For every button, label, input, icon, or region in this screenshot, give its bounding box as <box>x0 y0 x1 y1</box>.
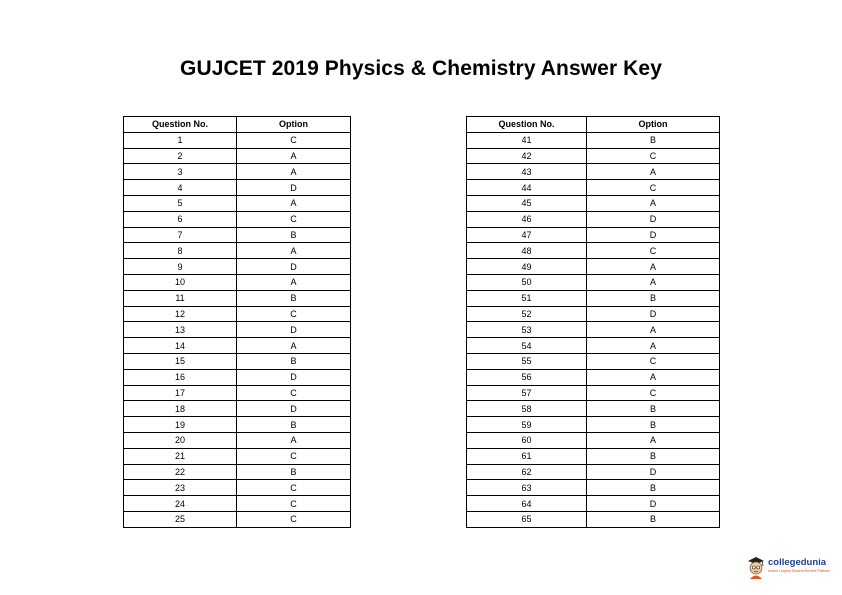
question-number-cell: 6 <box>124 211 237 227</box>
table-row <box>124 322 351 338</box>
table-row <box>467 259 720 275</box>
question-number-cell: 14 <box>124 338 237 354</box>
question-number-cell: 23 <box>124 480 237 496</box>
question-number-cell: 9 <box>124 259 237 275</box>
question-number-cell: 49 <box>467 259 587 275</box>
option-cell: C <box>587 148 720 164</box>
table-row <box>124 401 351 417</box>
option-cell: C <box>237 448 351 464</box>
option-cell: D <box>237 322 351 338</box>
table-row <box>124 164 351 180</box>
question-number-cell: 52 <box>467 306 587 322</box>
question-number-cell: 46 <box>467 211 587 227</box>
question-number-cell: 58 <box>467 401 587 417</box>
table-row <box>124 274 351 290</box>
table-row <box>467 448 720 464</box>
option-header: Option <box>587 117 720 133</box>
table-row <box>124 448 351 464</box>
option-header: Option <box>237 117 351 133</box>
question-number-cell: 48 <box>467 243 587 259</box>
table-row <box>124 243 351 259</box>
table-row <box>467 180 720 196</box>
table-row <box>467 132 720 148</box>
table-row <box>124 385 351 401</box>
table-row <box>124 290 351 306</box>
question-number-cell: 2 <box>124 148 237 164</box>
option-cell: B <box>237 464 351 480</box>
question-number-cell: 3 <box>124 164 237 180</box>
question-number-cell: 50 <box>467 274 587 290</box>
option-cell: D <box>237 369 351 385</box>
option-cell: C <box>587 385 720 401</box>
table-row <box>467 227 720 243</box>
table-row <box>124 148 351 164</box>
question-number-cell: 20 <box>124 432 237 448</box>
table-row <box>124 195 351 211</box>
question-number-cell: 22 <box>124 464 237 480</box>
table-row <box>467 164 720 180</box>
table-row <box>124 369 351 385</box>
option-cell: C <box>587 353 720 369</box>
question-number-cell: 4 <box>124 180 237 196</box>
table-row <box>124 180 351 196</box>
table-row <box>467 432 720 448</box>
question-number-cell: 65 <box>467 511 587 527</box>
option-cell: A <box>587 322 720 338</box>
option-cell: C <box>237 480 351 496</box>
question-no-header: Question No. <box>124 117 237 133</box>
question-number-cell: 13 <box>124 322 237 338</box>
mascot-logo-icon <box>745 555 767 579</box>
option-cell: C <box>587 180 720 196</box>
option-cell: C <box>237 385 351 401</box>
option-cell: A <box>587 259 720 275</box>
option-cell: C <box>237 306 351 322</box>
question-number-cell: 25 <box>124 511 237 527</box>
option-cell: B <box>237 417 351 433</box>
question-number-cell: 63 <box>467 480 587 496</box>
question-number-cell: 59 <box>467 417 587 433</box>
option-cell: B <box>587 290 720 306</box>
table-row <box>467 274 720 290</box>
option-cell: A <box>237 243 351 259</box>
table-row <box>467 385 720 401</box>
question-number-cell: 15 <box>124 353 237 369</box>
option-cell: D <box>237 401 351 417</box>
option-cell: C <box>237 132 351 148</box>
option-cell: D <box>587 496 720 512</box>
question-number-cell: 11 <box>124 290 237 306</box>
question-number-cell: 45 <box>467 195 587 211</box>
option-cell: B <box>587 511 720 527</box>
question-number-cell: 8 <box>124 243 237 259</box>
question-number-cell: 16 <box>124 369 237 385</box>
table-row <box>124 211 351 227</box>
table-row <box>124 496 351 512</box>
question-number-cell: 1 <box>124 132 237 148</box>
question-number-cell: 19 <box>124 417 237 433</box>
table-row <box>467 148 720 164</box>
table-row <box>467 496 720 512</box>
collegedunia-logo <box>745 555 835 579</box>
question-number-cell: 5 <box>124 195 237 211</box>
table-row <box>124 511 351 527</box>
table-row <box>467 401 720 417</box>
table-row <box>467 306 720 322</box>
question-number-cell: 42 <box>467 148 587 164</box>
option-cell: A <box>587 369 720 385</box>
option-cell: B <box>237 290 351 306</box>
question-number-cell: 53 <box>467 322 587 338</box>
question-no-header: Question No. <box>467 117 587 133</box>
table-row <box>467 322 720 338</box>
option-cell: D <box>587 211 720 227</box>
logo-wordmark: collegedunia <box>768 557 827 568</box>
option-cell: B <box>587 417 720 433</box>
table-row <box>467 480 720 496</box>
question-number-cell: 62 <box>467 464 587 480</box>
table-row <box>467 211 720 227</box>
table-row <box>124 417 351 433</box>
question-number-cell: 64 <box>467 496 587 512</box>
option-cell: C <box>237 211 351 227</box>
table-row <box>467 338 720 354</box>
option-cell: C <box>587 243 720 259</box>
table-row <box>124 432 351 448</box>
question-number-cell: 44 <box>467 180 587 196</box>
answer-key-table-right <box>466 116 720 528</box>
question-number-cell: 54 <box>467 338 587 354</box>
question-number-cell: 41 <box>467 132 587 148</box>
option-cell: A <box>587 195 720 211</box>
option-cell: A <box>587 432 720 448</box>
table-row <box>124 306 351 322</box>
option-cell: C <box>237 496 351 512</box>
table-row <box>124 464 351 480</box>
question-number-cell: 57 <box>467 385 587 401</box>
option-cell: A <box>237 164 351 180</box>
option-cell: A <box>587 164 720 180</box>
option-cell: B <box>237 227 351 243</box>
option-cell: A <box>237 432 351 448</box>
question-number-cell: 18 <box>124 401 237 417</box>
question-number-cell: 24 <box>124 496 237 512</box>
table-row <box>467 243 720 259</box>
option-cell: C <box>237 511 351 527</box>
table-row <box>467 464 720 480</box>
question-number-cell: 12 <box>124 306 237 322</box>
table-row <box>124 480 351 496</box>
table-row <box>467 195 720 211</box>
table-row <box>467 353 720 369</box>
option-cell: D <box>587 464 720 480</box>
option-cell: B <box>587 480 720 496</box>
option-cell: B <box>587 401 720 417</box>
option-cell: B <box>587 132 720 148</box>
question-number-cell: 56 <box>467 369 587 385</box>
question-number-cell: 55 <box>467 353 587 369</box>
question-number-cell: 61 <box>467 448 587 464</box>
answer-key-table-left <box>123 116 351 528</box>
table-row <box>467 417 720 433</box>
table-row <box>124 132 351 148</box>
option-cell: A <box>237 338 351 354</box>
question-number-cell: 10 <box>124 274 237 290</box>
table-row <box>124 227 351 243</box>
table-row <box>124 338 351 354</box>
table-row <box>124 259 351 275</box>
option-cell: A <box>237 148 351 164</box>
option-cell: A <box>587 274 720 290</box>
page-title: GUJCET 2019 Physics & Chemistry Answer Key <box>180 57 662 80</box>
option-cell: D <box>587 306 720 322</box>
question-number-cell: 60 <box>467 432 587 448</box>
question-number-cell: 51 <box>467 290 587 306</box>
question-number-cell: 47 <box>467 227 587 243</box>
option-cell: D <box>237 180 351 196</box>
table-row <box>124 353 351 369</box>
table-row <box>467 369 720 385</box>
option-cell: B <box>587 448 720 464</box>
table-row <box>467 511 720 527</box>
question-number-cell: 17 <box>124 385 237 401</box>
question-number-cell: 7 <box>124 227 237 243</box>
table-header-row <box>124 117 351 133</box>
option-cell: B <box>237 353 351 369</box>
logo-tagline: India's Largest Student Review Platform <box>768 569 831 573</box>
option-cell: D <box>587 227 720 243</box>
option-cell: D <box>237 259 351 275</box>
question-number-cell: 21 <box>124 448 237 464</box>
option-cell: A <box>237 195 351 211</box>
table-row <box>467 290 720 306</box>
table-header-row <box>467 117 720 133</box>
option-cell: A <box>237 274 351 290</box>
option-cell: A <box>587 338 720 354</box>
question-number-cell: 43 <box>467 164 587 180</box>
